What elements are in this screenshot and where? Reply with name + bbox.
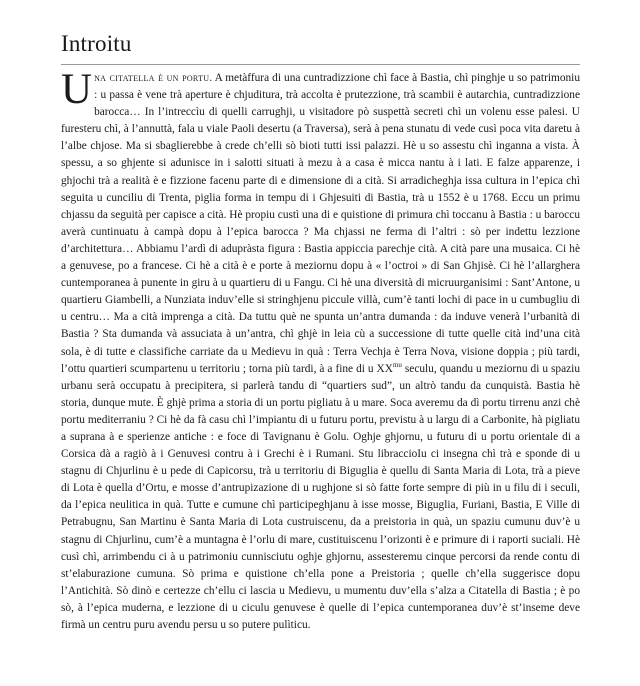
intro-paragraph — [61, 66, 581, 634]
century-superscript: mu — [392, 360, 402, 369]
paragraph-text-end: seculu, quandu u meziornu di u spaziu urbanu serà occupatu à precipitera, si parlerà tandu di “quartiers sud”, un altrò tandu da cunquistà. Bastia hè storia, dunque mute. È ghjè prima a storia di un portu pigliatu à u mare. Soca averemu da dì portu tirrenu anzi chè portu mediterraniu ? Ci hè da fà casu chì l’impiantu di u futuru portu, previstu à u largu di a Carbonite, hà pigliatu a suprana à e sperienze antiche : e foce di Tavignanu è Golu. Oghje ghjornu, u futuru di u portu orientale di a Corsica dà a ragiò à i Genuvesi contru à i Grechi è i Rumani. Stu libraccioIu ci insegna chì trà e sponde di u stagnu di Chjurlinu è u pede di Capicorsu, trà u territoriu di Biguglia è quellu di Santa Maria di Lota, trà a pieve di Lota è quella d’Ortu, e mosse d’antrupizazione di u rughjone si sò fatte forte sempre di più in u filu di i seculi, da l’epica neulitica in quà. Tutte e cumune chì participeghjanu à isse mosse, Biguglia, Furiani, Bastia, E Ville di Petrabugnu, San Martinu è Santa Maria di Lota custruiscenu, da a preistoria in quà, un spaziu cumunu duv’è u stagnu di Chjurlinu, cum’è a muntagna è l’orlu di mare, custituiscenu l’orizonti è e primure di i raporti suciali. Hè cusì chì, arrimbendu ci à u patrimoniu cunnisciutu oghje ghjornu, assesteremu cinque percorsi da rende contu di st’elaburazione cumuna. Sò prima e quistione ch’ella pone a Preistoria ; quelle ch’ella suggerisce dopu l’Antichità. Sò dinò e certezze ch’ellu ci lascia u Medievu, u mumentu duv’ella s’alza a Citatella di Bastia ; è po sò, à l’epica muderna, e lezzione di u ciculu genuvese è quelle di l’epica cuntemporanea duv’è st’inseme deve firmà un centru puru avendu persu u so putere pulìticu. — [61, 362, 580, 631]
title-divider — [61, 64, 580, 65]
page-title: Introitu — [61, 31, 132, 56]
document-page — [61, 30, 580, 634]
lead-in-small-caps: na citatella è un portu — [94, 72, 210, 84]
paragraph-text-start: . A metàffura di una cuntradizzione chì face à Bastia, chì pinghje u so patrimoniu : u passa è vene trà aperture è chjuditura, trà accolta è prutezzione, trà scambii è autarchia, cuntradizzione barocca… In l’intreccìu di quelli carrughji, u visitadore pò suspettà secreti chì un volenu esse palesi. U furesteru chì, à l’annuttà, fala u viale Paoli desertu (a Traversa), serà à pena stunatu di vede cusì poca vita daretu à l’albe chjose. Ma si sbaglierebbe à crede ch’elli sò bioti tutti issi palazzi. Hè u so assestu chì inganna a vista. À spessu, a so ghjente si adunisce in i salotti situati à mezu à a casa è micca nantu à i lati. E falze apparenze, i ghjochi trà a realità è e fizzione facenu parte di e dimensione di a cità. Si arradicheghja issa cultura in l’epica chì seguita u cunciliu di Trenta, piglia forma in tempu di i Ghjesuiti di Bastia, trà u 1552 è u 1768. Eccu un primu chjassu da seguità per capisce a cità. Hè propiu custì una di e quistione di primura chì toccanu à Bastia : u baroccu averà cuntinuatu à campà dopu à l’epica barocca ? Ma chjassi ne ferma di l’altri : sò per indettu lezzione d’architettura… Abbiamu l’ardì di adupràsta figura : Bastia appiccia parechje cità. A cità pare una musaica. Ci hè a genuvese, po a francese. Ci hè a cità è e porte à meziornu dopu à « l’octroi » di San Ghjisè. Ci hè l’allarghera cuntemporanea à punente in giru à u quartieru di u Fangu. Ci hè una diversità di micruurganisimi : Sant’Antone, u quartieru Giambelli, a Nunziata induv’elle si stringhjenu piccule villà, cum’è tanti lochi di pace in u cumbugliu di u centru… Ma a cità imprenga a cità. Da tuttu què ne spunta un’antra dumanda : da induve venerà l’urbanità di Bastia ? Sta dumanda và assuciata à un’antra, chì ghjè in leia cù a successione di tutte quelle cità ind’una cità sola, è di tutte e classifiche carriate da u Medievu in quà : Terra Vechja è Terra Nova, visione doppia ; più tardi, l’ottu quartieri scumpartenu u territoriu ; torna più tardi, à a fine di u XX — [61, 72, 581, 375]
drop-cap: U — [61, 66, 93, 113]
